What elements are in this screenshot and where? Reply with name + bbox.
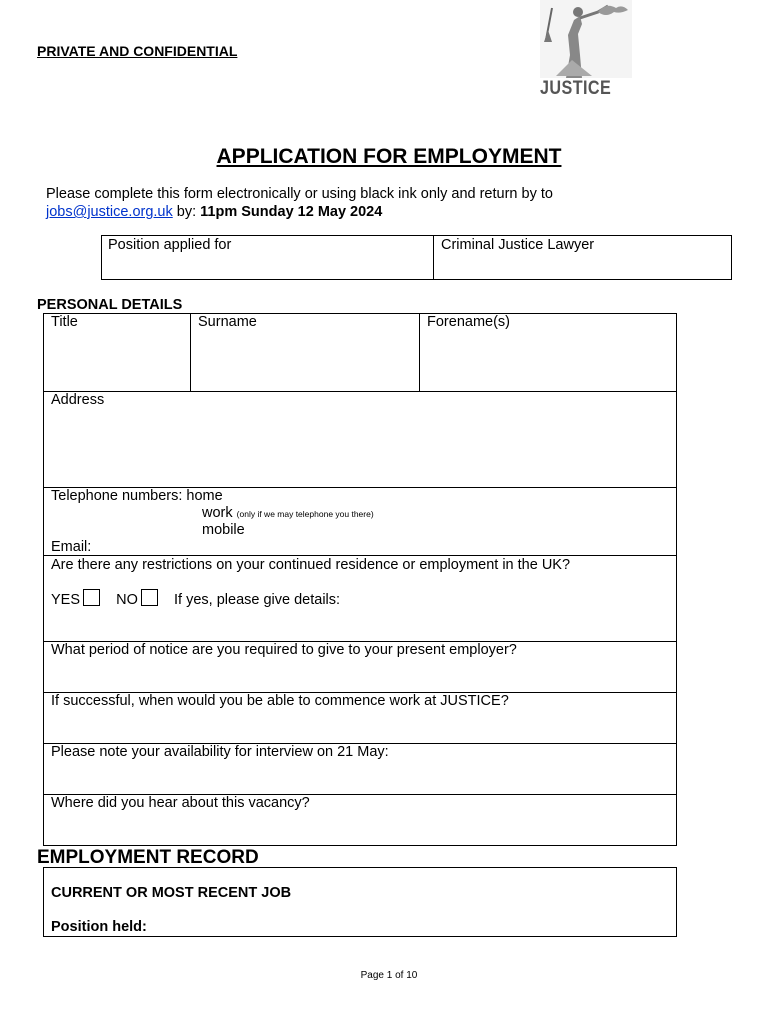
no-label: NO <box>116 592 138 608</box>
yes-label: YES <box>51 592 81 608</box>
position-value[interactable]: Criminal Justice Lawyer <box>441 237 595 253</box>
telephone-mobile-label[interactable]: mobile <box>202 522 245 538</box>
yes-checkbox[interactable] <box>83 589 100 606</box>
personal-details-heading: PERSONAL DETAILS <box>37 297 183 313</box>
telephone-home-label[interactable]: Telephone numbers: home <box>51 488 223 504</box>
notice-question[interactable]: What period of notice are you required to give to your present employer? <box>51 642 517 658</box>
forenames-field-label[interactable]: Forename(s) <box>427 314 510 330</box>
current-job-heading: CURRENT OR MOST RECENT JOB <box>51 885 292 901</box>
intro-text: Please complete this form electronically or using black ink only and return by to <box>46 186 553 202</box>
address-field-label[interactable]: Address <box>51 392 105 408</box>
position-label: Position applied for <box>108 237 232 253</box>
logo-text: JUSTICE <box>540 78 612 99</box>
personal-details-table <box>43 313 677 846</box>
telephone-work-label[interactable]: work (only if we may telephone you there) <box>202 505 374 521</box>
title-field-label[interactable]: Title <box>51 314 78 330</box>
restrictions-question: Are there any restrictions on your continued residence or employment in the UK? <box>51 557 571 573</box>
no-checkbox[interactable] <box>141 589 158 606</box>
yes-no-row <box>51 589 340 608</box>
surname-field-label[interactable]: Surname <box>198 314 257 330</box>
justice-logo <box>536 0 636 100</box>
intro-paragraph <box>46 185 646 221</box>
intro-by: by: <box>172 204 201 220</box>
vacancy-question[interactable]: Where did you hear about this vacancy? <box>51 795 310 811</box>
deadline: 11pm Sunday 12 May 2024 <box>200 204 383 220</box>
page-number: Page 1 of 10 <box>360 970 418 981</box>
work-note: (only if we may telephone you there) <box>236 509 374 519</box>
commence-question[interactable]: If successful, when would you be able to commence work at JUSTICE? <box>51 693 509 709</box>
availability-question[interactable]: Please note your availability for interview on 21 May: <box>51 744 389 760</box>
position-held-label[interactable]: Position held: <box>51 919 147 935</box>
page-title: APPLICATION FOR EMPLOYMENT <box>216 145 562 168</box>
email-field-label[interactable]: Email: <box>51 539 92 555</box>
email-link[interactable]: jobs@justice.org.uk <box>46 204 173 220</box>
employment-record-heading: EMPLOYMENT RECORD <box>37 847 259 868</box>
details-label: If yes, please give details: <box>174 592 341 608</box>
scales-of-justice-icon <box>536 0 636 80</box>
private-confidential-heading: PRIVATE AND CONFIDENTIAL <box>37 43 238 59</box>
